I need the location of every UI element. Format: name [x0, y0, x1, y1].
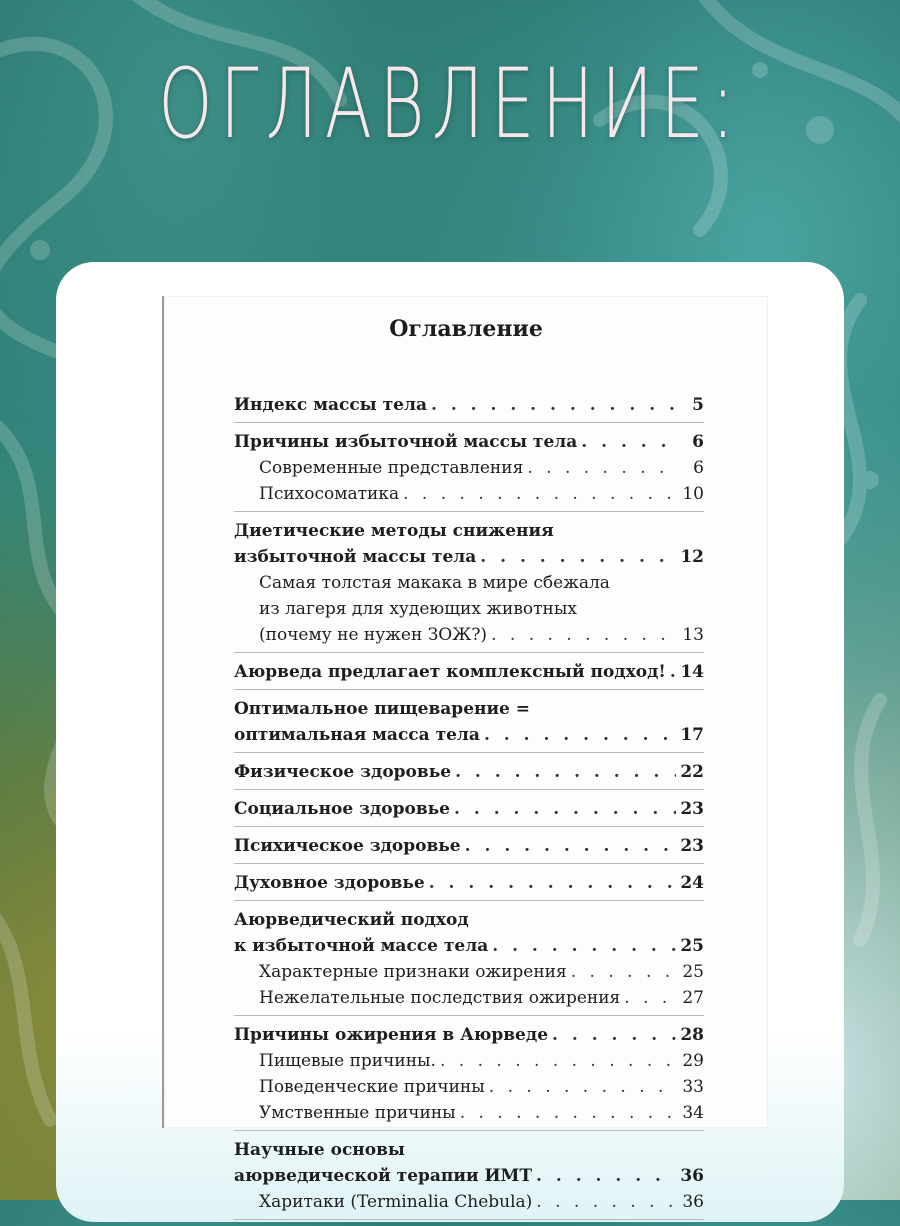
dot-leader [527, 455, 678, 481]
toc-entry-title-line: Научные основы [234, 1140, 405, 1160]
toc-entry [234, 870, 704, 896]
toc-subentry [234, 481, 704, 507]
dot-leader [429, 870, 677, 896]
toc-entry-label: избыточной массы тела [234, 547, 477, 567]
toc-subentry [234, 455, 704, 481]
toc-subentry [234, 622, 704, 648]
dot-leader [571, 959, 678, 985]
toc-entry-title-line: Диетические методы снижения [234, 521, 554, 541]
toc-entry-label: Нежелательные последствия ожирения [259, 988, 621, 1008]
dot-leader [552, 1022, 676, 1048]
toc-subentry [234, 1189, 704, 1215]
toc-section [234, 518, 704, 653]
toc-entry [234, 933, 704, 959]
toc-section [234, 659, 704, 690]
toc-entry-label: Характерные признаки ожирения [259, 962, 567, 982]
toc-page-number: 6 [692, 432, 704, 452]
dot-leader [536, 1163, 676, 1189]
dot-leader [440, 1048, 678, 1074]
toc-page-number: 33 [682, 1077, 704, 1097]
toc-entry-label: аюрведической терапии ИМТ [234, 1166, 533, 1186]
dot-leader [624, 985, 678, 1011]
toc-section [234, 1022, 704, 1131]
toc-subentry [234, 959, 704, 985]
toc-entry-label: Причины ожирения в Аюрведе [234, 1025, 549, 1045]
toc-page-number: 12 [680, 547, 704, 567]
toc-entry [234, 1022, 704, 1048]
toc-entry-label: Психосоматика [259, 484, 400, 504]
toc-entry-label: к избыточной массе тела [234, 936, 489, 956]
toc-entry-label: Духовное здоровье [234, 873, 425, 893]
toc-subentry [234, 1074, 704, 1100]
toc-entry-label: Индекс массы тела [234, 395, 427, 415]
toc-entry-title-line: Оптимальное пищеварение = [234, 699, 531, 719]
toc-page-number: 10 [682, 484, 704, 504]
toc-section [234, 870, 704, 901]
toc-entry [234, 1163, 704, 1189]
toc-entry [234, 759, 704, 785]
toc-entry-label: Причины избыточной массы тела [234, 432, 578, 452]
toc-entry-label: Социальное здоровье [234, 799, 451, 819]
toc-entry-label: оптимальная масса тела [234, 725, 480, 745]
toc-page-number: 13 [682, 625, 704, 645]
toc-section [234, 429, 704, 512]
dot-leader [491, 622, 678, 648]
toc-entry [234, 833, 704, 859]
toc-entry-label: Аюрведа предлагает комплексный подход! [234, 662, 666, 682]
dot-leader [480, 544, 676, 570]
toc-page-number: 36 [680, 1166, 704, 1186]
toc-section [234, 833, 704, 864]
toc-entry [234, 722, 704, 748]
toc-title: Оглавление [389, 316, 543, 342]
toc-subentry [234, 985, 704, 1011]
toc-entry-label: Психическое здоровье [234, 836, 461, 856]
toc-page-number: 17 [680, 725, 704, 745]
toc-page-number: 14 [680, 662, 704, 682]
dot-leader [670, 659, 676, 685]
toc-page-number: 23 [680, 836, 704, 856]
dot-leader [484, 722, 676, 748]
dot-leader [581, 429, 678, 455]
dot-leader [431, 392, 678, 418]
toc-entry-label: (почему не нужен ЗОЖ?) [259, 625, 488, 645]
toc-section [234, 796, 704, 827]
toc-section [234, 759, 704, 790]
dot-leader [403, 481, 678, 507]
toc-entry-label: Поведенческие причины [259, 1077, 485, 1097]
toc-entry [234, 544, 704, 570]
toc-entry-label: Физическое здоровье [234, 762, 452, 782]
toc-entry-label: Умственные причины [259, 1103, 456, 1123]
toc-page-number: 34 [682, 1103, 704, 1123]
toc-page-number: 25 [682, 962, 704, 982]
toc-page-number: 25 [680, 936, 704, 956]
toc-page-number: 22 [680, 762, 704, 782]
toc-entry [234, 796, 704, 822]
dot-leader [492, 933, 676, 959]
toc-page-number: 29 [682, 1051, 704, 1071]
toc-page-number: 36 [682, 1192, 704, 1212]
toc-entry [234, 429, 704, 455]
dot-leader [536, 1189, 678, 1215]
toc-entry [234, 659, 704, 685]
page-heading: ОГЛАВЛЕНИЕ: [158, 48, 742, 160]
dot-leader [455, 759, 676, 785]
dot-leader [460, 1100, 678, 1126]
toc-page-number: 6 [693, 458, 704, 478]
toc-page-number: 23 [680, 799, 704, 819]
toc-section [234, 1137, 704, 1220]
toc-subentry-title-line: Самая толстая макака в мире сбежала [259, 573, 610, 593]
toc-page-number: 28 [680, 1025, 704, 1045]
toc-page-number: 24 [680, 873, 704, 893]
toc-page-number: 5 [692, 395, 704, 415]
toc-entry-label: Харитаки (Terminalia Chebula) [259, 1192, 533, 1212]
toc-entry-title-line: Аюрведический подход [234, 910, 469, 930]
toc-section [234, 696, 704, 753]
toc-section [234, 907, 704, 1016]
dot-leader [465, 833, 677, 859]
dot-leader [489, 1074, 678, 1100]
toc-section [234, 392, 704, 423]
toc-subentry-title-line: из лагеря для худеющих животных [259, 599, 577, 619]
toc-entry [234, 392, 704, 418]
book-page [162, 296, 768, 1212]
toc-subentry [234, 1100, 704, 1126]
toc-subentry [234, 1048, 704, 1074]
table-of-contents [234, 392, 704, 1226]
toc-entry-label: Современные представления [259, 458, 524, 478]
dot-leader [454, 796, 676, 822]
toc-page-number: 27 [682, 988, 704, 1008]
toc-entry-label: Пищевые причины. [259, 1051, 436, 1071]
